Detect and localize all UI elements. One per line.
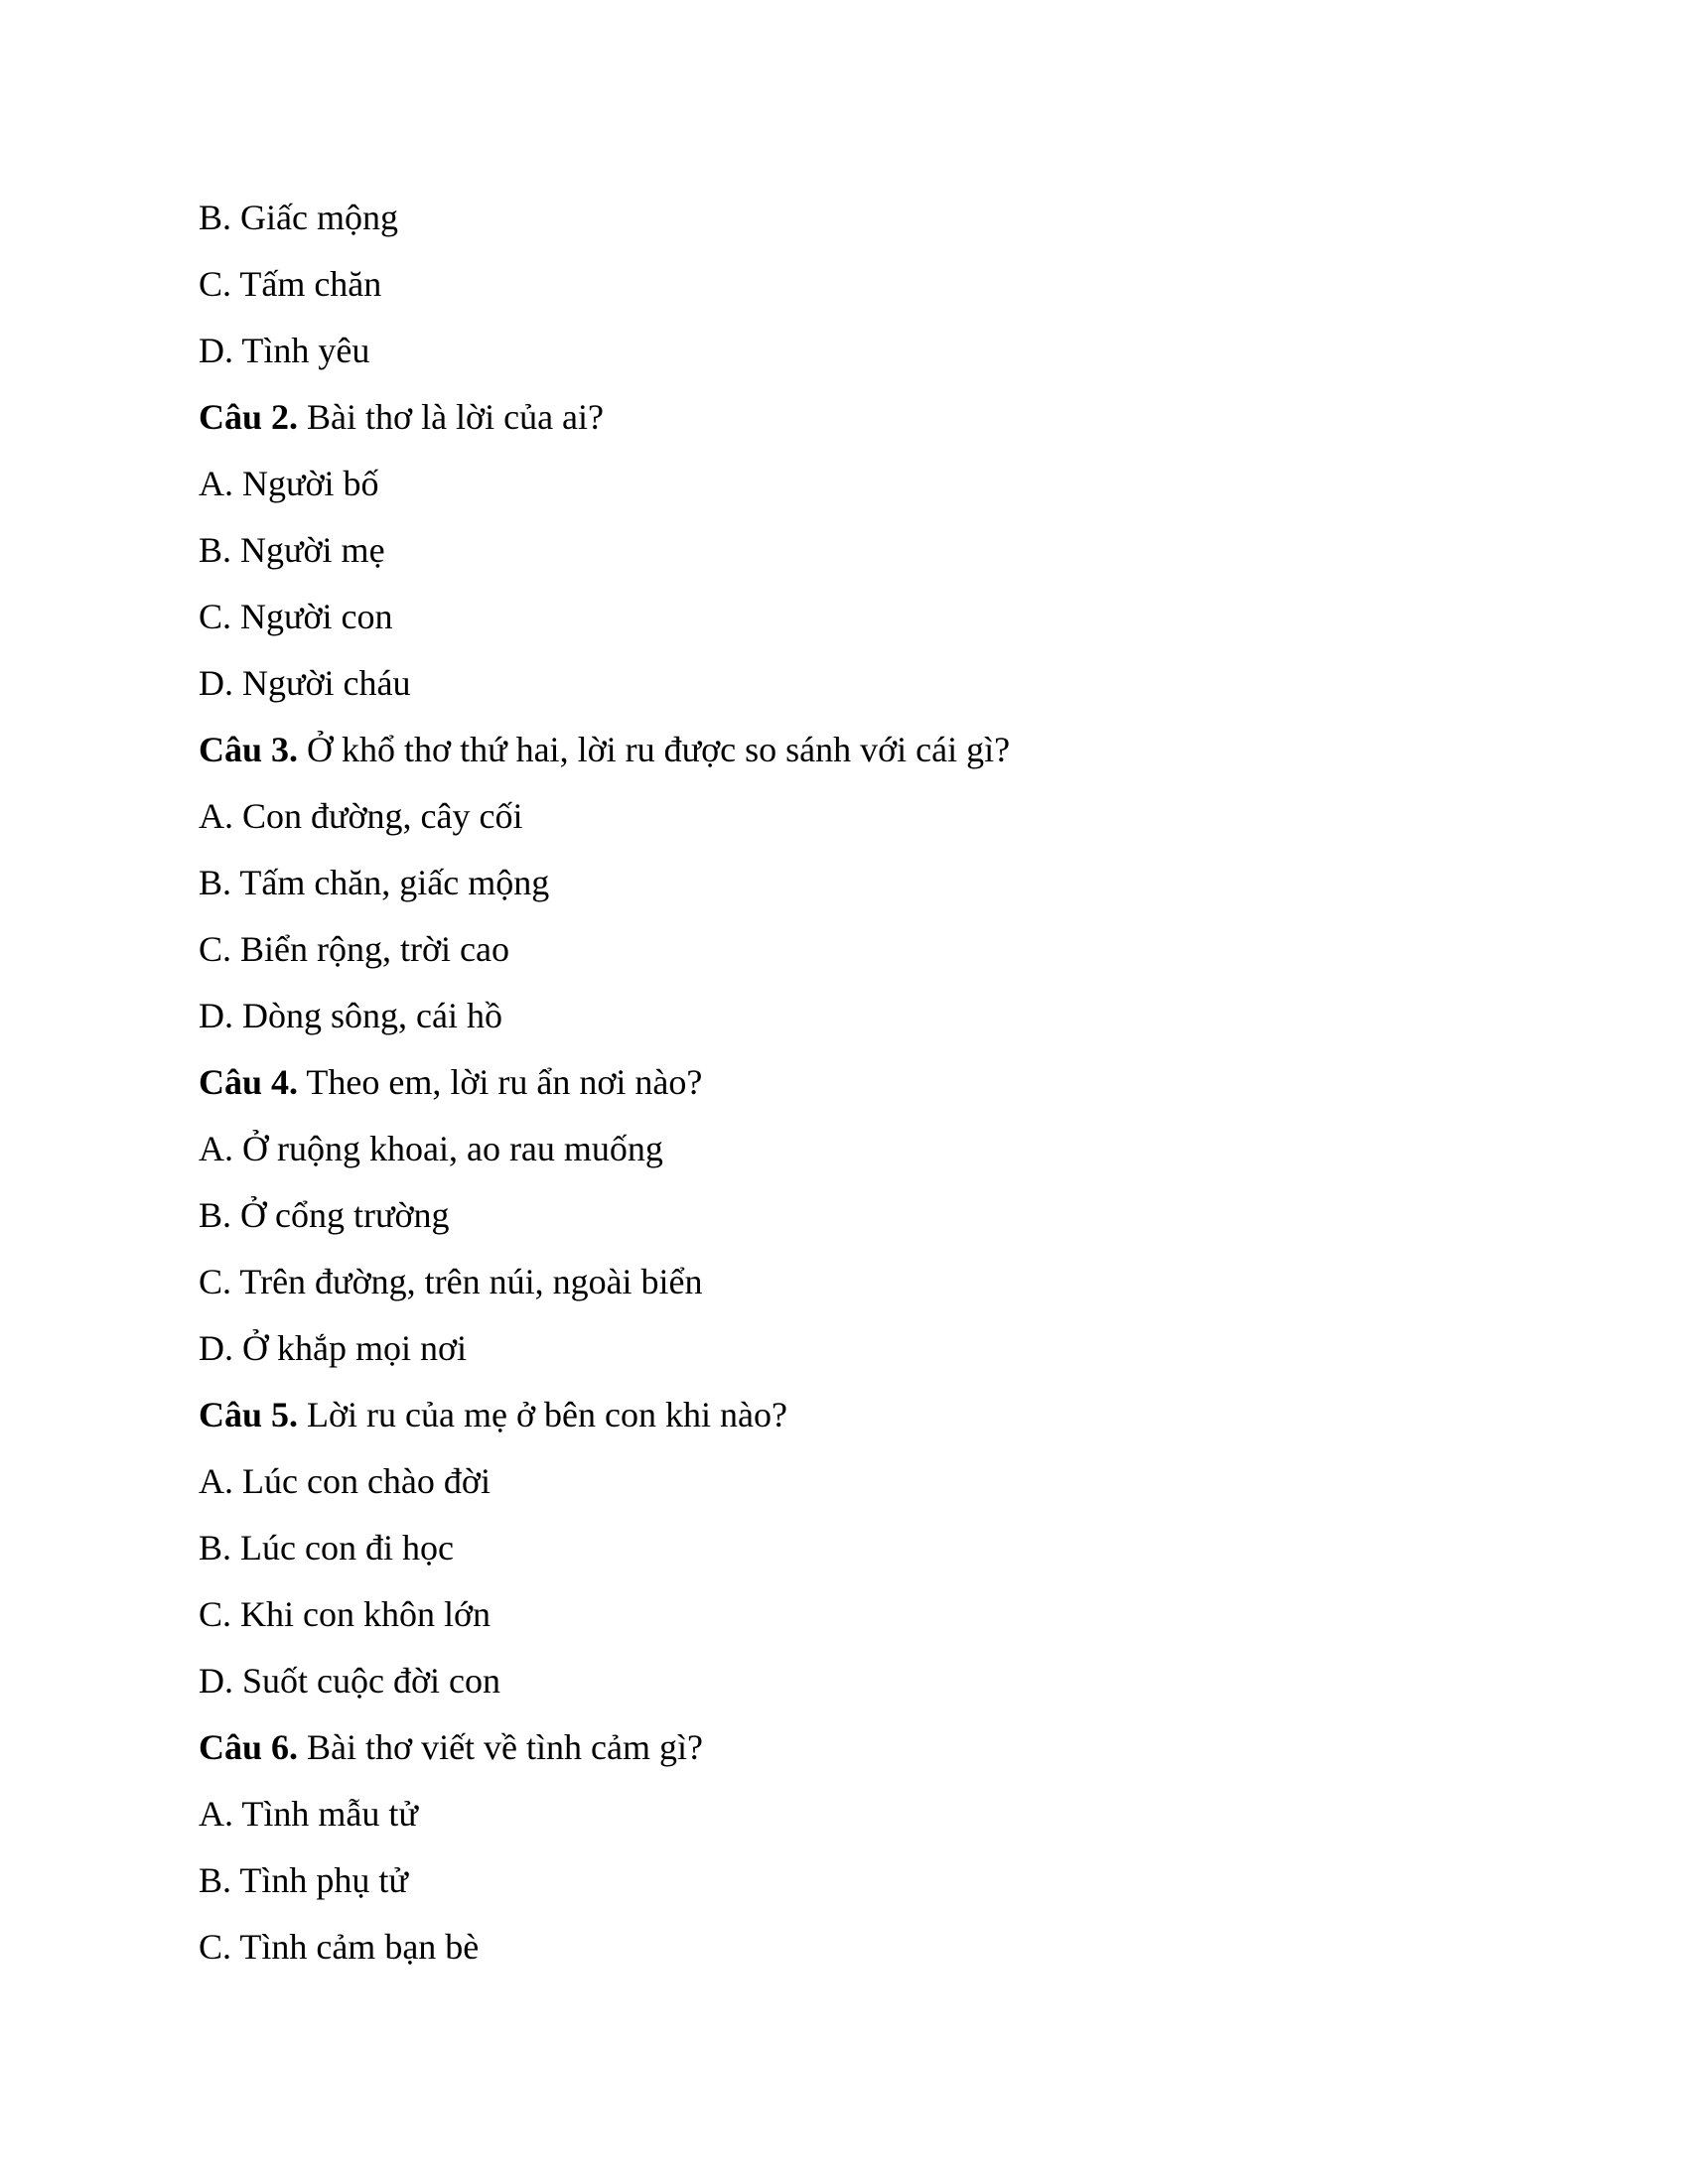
answer-option — [199, 1914, 1489, 1980]
answer-option — [199, 451, 1489, 517]
answer-option — [199, 1249, 1489, 1315]
answer-option — [199, 584, 1489, 650]
option-text: A. Ở ruộng khoai, ao rau muống — [199, 1129, 663, 1168]
option-text: B. Tấm chăn, giấc mộng — [199, 863, 550, 902]
option-text: B. Ở cổng trường — [199, 1195, 450, 1235]
answer-option — [199, 983, 1489, 1049]
option-text: A. Con đường, cây cối — [199, 796, 523, 836]
option-text: C. Tình cảm bạn bè — [199, 1927, 480, 1967]
answer-option — [199, 1116, 1489, 1182]
answer-option — [199, 1581, 1489, 1648]
question-label: Câu 5. — [199, 1395, 299, 1434]
answer-option — [199, 650, 1489, 717]
option-text: C. Tấm chăn — [199, 264, 382, 304]
answer-option — [199, 251, 1489, 318]
option-text: D. Suốt cuộc đời con — [199, 1661, 500, 1701]
question-6 — [199, 1714, 1489, 1781]
option-text: A. Lúc con chào đời — [199, 1461, 491, 1501]
option-text: B. Tình phụ tử — [199, 1860, 408, 1900]
question-text: Theo em, lời ru ẩn nơi nào? — [298, 1062, 703, 1102]
answer-option — [199, 1648, 1489, 1714]
option-text: A. Tình mẫu tử — [199, 1794, 418, 1834]
option-text: D. Ở khắp mọi nơi — [199, 1328, 468, 1368]
question-label: Câu 2. — [199, 397, 299, 437]
answer-option — [199, 783, 1489, 850]
question-label: Câu 6. — [199, 1727, 299, 1767]
question-4 — [199, 1049, 1489, 1116]
option-text: C. Trên đường, trên núi, ngoài biển — [199, 1262, 703, 1301]
answer-option — [199, 1315, 1489, 1382]
question-3 — [199, 717, 1489, 783]
answer-option — [199, 185, 1489, 251]
answer-option — [199, 1448, 1489, 1515]
option-text: C. Người con — [199, 597, 393, 636]
question-text: Bài thơ là lời của ai? — [298, 397, 604, 437]
option-text: D. Người cháu — [199, 663, 411, 703]
question-text: Bài thơ viết về tình cảm gì? — [298, 1727, 703, 1767]
option-text: B. Giấc mộng — [199, 198, 398, 237]
answer-option — [199, 1515, 1489, 1581]
option-text: D. Dòng sông, cái hồ — [199, 996, 502, 1035]
option-text: A. Người bố — [199, 464, 379, 503]
question-label: Câu 4. — [199, 1062, 299, 1102]
answer-option — [199, 850, 1489, 916]
question-5 — [199, 1382, 1489, 1448]
answer-option — [199, 1781, 1489, 1847]
question-2 — [199, 384, 1489, 451]
question-text: Lời ru của mẹ ở bên con khi nào? — [298, 1395, 787, 1434]
option-text: C. Biển rộng, trời cao — [199, 929, 509, 969]
answer-option — [199, 318, 1489, 384]
answer-option — [199, 517, 1489, 584]
option-text: D. Tình yêu — [199, 331, 370, 370]
option-text: B. Người mẹ — [199, 530, 385, 570]
quiz-content — [199, 185, 1489, 1980]
option-text: B. Lúc con đi học — [199, 1528, 454, 1568]
answer-option — [199, 1847, 1489, 1914]
answer-option — [199, 1182, 1489, 1249]
answer-option — [199, 916, 1489, 983]
option-text: C. Khi con khôn lớn — [199, 1594, 492, 1634]
question-label: Câu 3. — [199, 730, 299, 769]
question-text: Ở khổ thơ thứ hai, lời ru được so sánh với cái gì? — [298, 730, 1011, 769]
